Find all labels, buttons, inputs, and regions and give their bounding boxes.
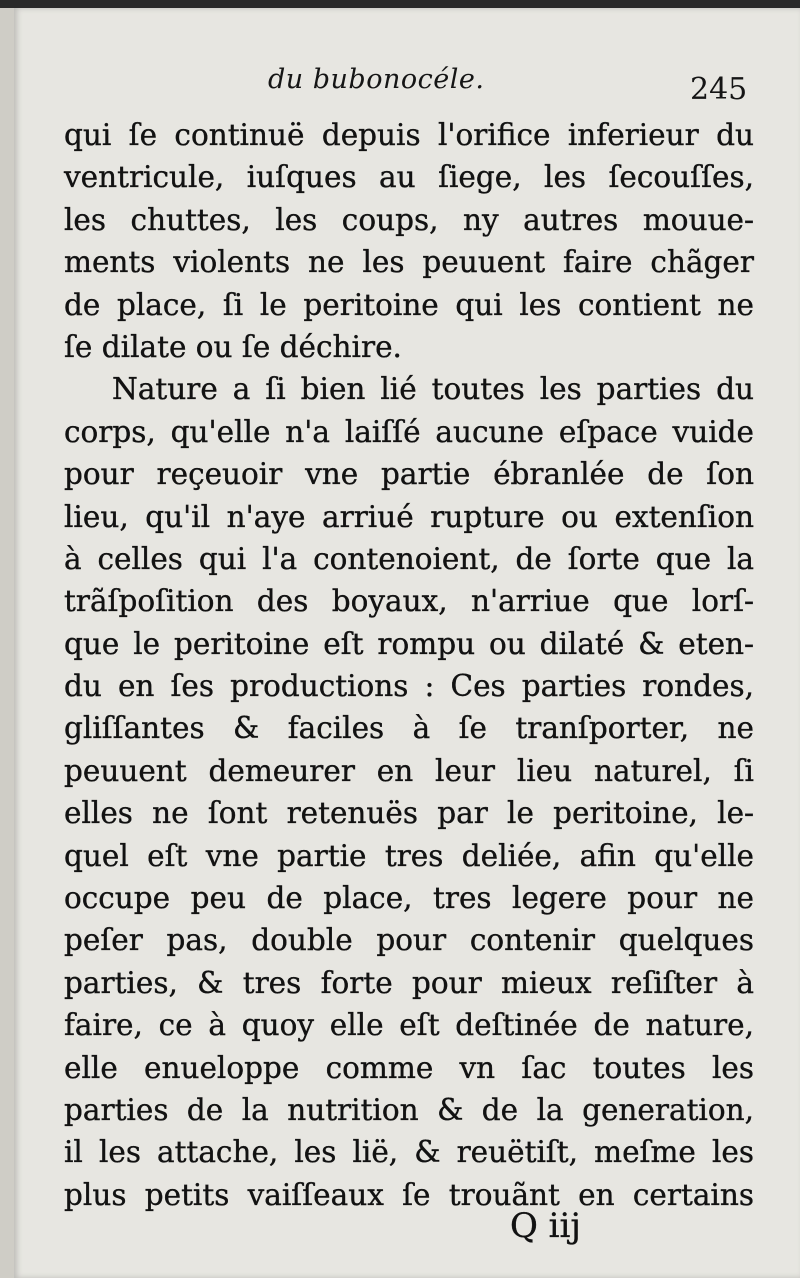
- text-line: que le peritoine eſt rompu ou dilaté & eten-: [64, 626, 754, 661]
- text-line: à celles qui l'a contenoient, de ſorte que la: [64, 541, 754, 576]
- paragraph-first-line: Nature a ſi bien lié toutes les parties du: [112, 372, 754, 407]
- text-line: gliſſantes & faciles à ſe tranſporter, ne: [64, 711, 754, 746]
- text-line: ſe dilate ou ſe déchire.: [64, 329, 402, 364]
- text-line: plus petits vaiſſeaux ſe trouãnt en certains: [64, 1177, 754, 1212]
- text-line: du en ſes productions : Ces parties rondes,: [64, 669, 754, 704]
- text-line: les chuttes, les coups, ny autres mouue-: [64, 202, 754, 237]
- page-top-edge: [0, 0, 800, 8]
- running-head: du bubonocéle.: [268, 64, 485, 95]
- text-line: trãſpoſition des boyaux, n'arriue que lorſ-: [64, 584, 754, 619]
- text-line: ments violents ne les peuuent faire chãger: [64, 245, 754, 280]
- text-line: quel eſt vne partie tres deliée, afin qu'elle: [64, 838, 754, 873]
- text-line: corps, qu'elle n'a laiſſé aucune eſpace vuide: [64, 414, 754, 449]
- text-line: elles ne ſont retenuës par le peritoine, le-: [64, 796, 754, 831]
- signature-mark: Q iij: [510, 1206, 581, 1246]
- text-line: pour reçeuoir vne partie ébranlée de ſon: [64, 457, 754, 492]
- text-line: parties, & tres forte pour mieux reſiſter à: [64, 965, 754, 1000]
- text-line: peſer pas, double pour contenir quelques: [64, 923, 754, 958]
- text-line: qui ſe continuë depuis l'orifice inferieur du: [64, 118, 754, 152]
- page-number: 245: [690, 72, 748, 107]
- text-line: de place, ſi le peritoine qui les contient ne: [64, 287, 754, 322]
- text-line: elle enueloppe comme vn ſac toutes les: [64, 1050, 754, 1085]
- text-line: ventricule, iuſques au ſiege, les ſecouſſes,: [64, 160, 754, 195]
- text-line: parties de la nutrition & de la generation,: [64, 1092, 754, 1127]
- text-line: occupe peu de place, tres legere pour ne: [64, 881, 754, 916]
- page-gutter: [0, 8, 14, 1278]
- text-line: il les attache, les lië, & reuëtiſt, meſme les: [64, 1135, 754, 1170]
- text-line: lieu, qu'il n'aye arriué rupture ou extenſion: [64, 499, 754, 534]
- text-line: peuuent demeurer en leur lieu naturel, ſi: [64, 753, 754, 788]
- body-text: [64, 114, 754, 1216]
- text-line: faire, ce à quoy elle eſt deſtinée de nature,: [64, 1008, 754, 1043]
